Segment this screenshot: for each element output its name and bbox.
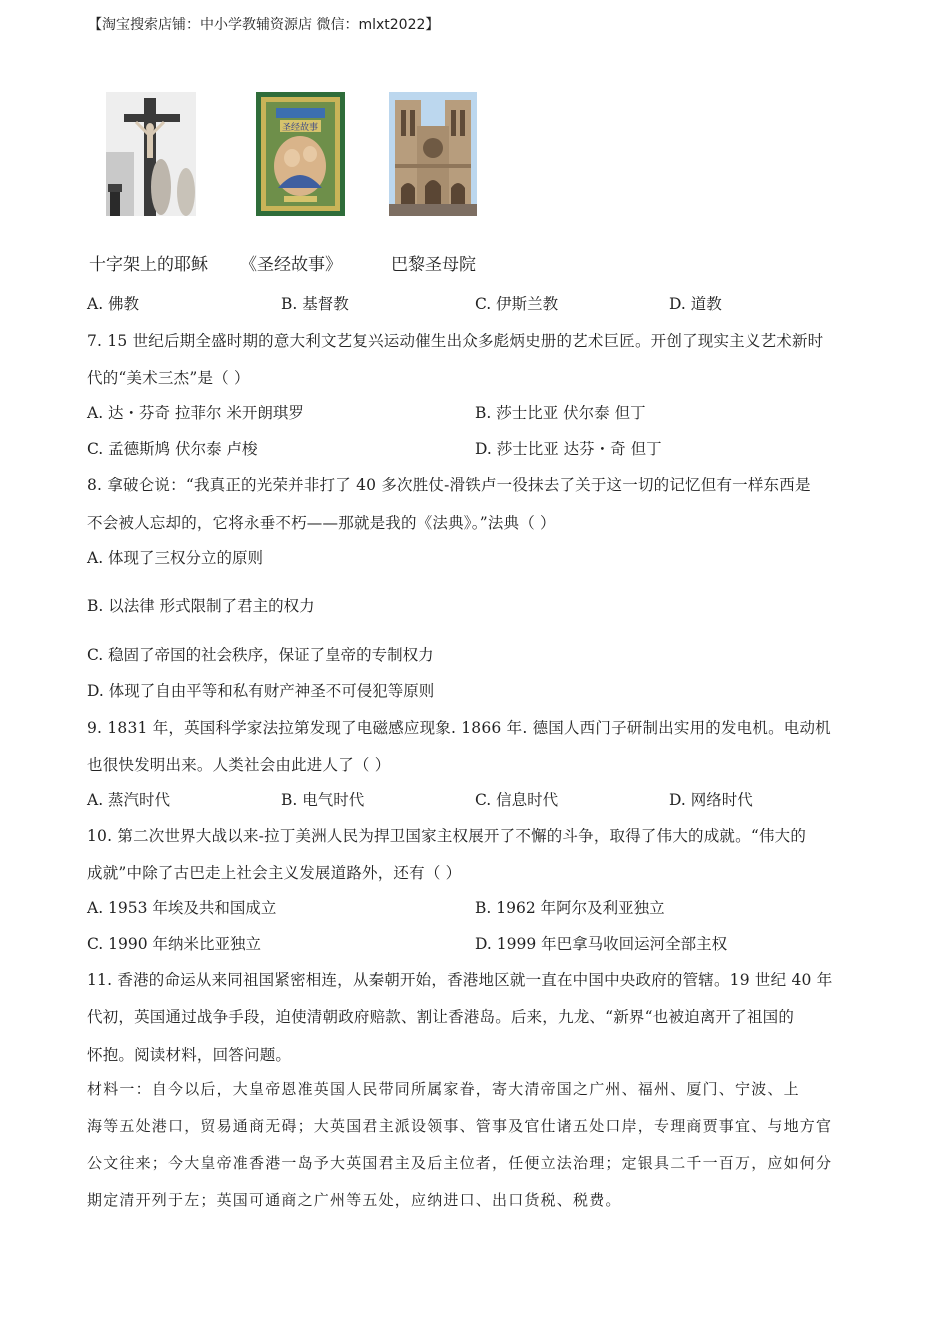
q8-option-d: D. 体现了自由平等和私有财产神圣不可侵犯等原则 xyxy=(87,682,435,700)
q6-option-b: B. 基督教 xyxy=(281,295,349,313)
notre-dame-image xyxy=(389,92,477,216)
q7-option-a: A. 达・芬奇 拉菲尔 米开朗琪罗 xyxy=(87,404,304,422)
q6-option-d: D. 道教 xyxy=(669,295,722,313)
q9-option-b: B. 电气时代 xyxy=(281,791,365,809)
caption-crucifix: 十字架上的耶稣 xyxy=(89,255,208,275)
q11-stem-line-3: 怀抱。阅读材料，回答问题。 xyxy=(87,1046,292,1064)
bible-stories-book-image xyxy=(256,92,345,216)
q8-stem-line-2: 不会被人忘却的，它将永垂不朽——那就是我的《法典》。”法典（ ） xyxy=(87,514,556,532)
q7-stem-line-1: 7. 15 世纪后期全盛时期的意大利文艺复兴运动催生出众多彪炳史册的艺术巨匠。开创了现实主义艺术新时 xyxy=(87,332,824,350)
q7-option-b: B. 莎士比亚 伏尔泰 但丁 xyxy=(475,404,646,422)
q11-material-line-1: 材料一：自今以后，大皇帝恩准英国人民带同所属家眷，寄大清帝国之广州、福州、厦门、宁波、上 xyxy=(87,1080,800,1098)
q8-option-a: A. 体现了三权分立的原则 xyxy=(87,549,264,567)
book-title-text: 圣经故事 xyxy=(282,123,319,133)
page-header: 【淘宝搜索店铺：中小学教辅资源店 微信：mlxt2022】 xyxy=(88,17,440,33)
q11-material-line-4: 期定清开列于左；英国可通商之广州等五处，应纳进口、出口货税、税费。 xyxy=(87,1191,622,1209)
q9-option-a: A. 蒸汽时代 xyxy=(87,791,171,809)
q9-stem-line-1: 9. 1831 年，英国科学家法拉第发现了电磁感应现象. 1866 年. 德国人西门子研制出实用的发电机。电动机 xyxy=(87,719,831,737)
q10-stem-line-1: 10. 第二次世界大战以来-拉丁美洲人民为捍卫国家主权展开了不懈的斗争，取得了伟大的成就。“伟大的 xyxy=(87,827,807,845)
caption-bible-stories: 《圣经故事》 xyxy=(240,255,342,275)
q7-stem-line-2: 代的“美术三杰”是（ ） xyxy=(87,369,250,387)
q9-stem-line-2: 也很快发明出来。人类社会由此进人了（ ） xyxy=(87,756,391,774)
q11-stem-line-2: 代初，英国通过战争手段，迫使清朝政府赔款、割让香港岛。后来，九龙、“新界“也被迫离开了祖国的 xyxy=(87,1008,795,1026)
crucifix-image xyxy=(106,92,196,216)
q8-option-c: C. 稳固了帝国的社会秩序，保证了皇帝的专制权力 xyxy=(87,646,434,664)
q11-material-line-3: 公文往来；今大皇帝准香港一岛予大英国君主及后主位者，任便立法治理；定银具二千一百万，应如何分 xyxy=(87,1154,833,1172)
q11-stem-line-1: 11. 香港的命运从来同祖国紧密相连，从秦朝开始，香港地区就一直在中国中央政府的管辖。19 世纪 40 年 xyxy=(87,971,833,989)
q9-option-d: D. 网络时代 xyxy=(669,791,753,809)
q10-option-c: C. 1990 年纳米比亚独立 xyxy=(87,935,262,953)
q8-stem-line-1: 8. 拿破仑说：“我真正的光荣并非打了 40 多次胜仗-滑铁卢一役抹去了关于这一切的记忆但有一样东西是 xyxy=(87,476,811,494)
caption-notre-dame: 巴黎圣母院 xyxy=(391,255,476,275)
q10-option-b: B. 1962 年阿尔及利亚独立 xyxy=(475,899,665,917)
q8-option-b: B. 以法律 形式限制了君主的权力 xyxy=(87,597,315,615)
q10-stem-line-2: 成就”中除了古巴走上社会主义发展道路外，还有（ ） xyxy=(87,864,462,882)
q7-option-c: C. 孟德斯鸠 伏尔泰 卢梭 xyxy=(87,440,258,458)
q11-material-line-2: 海等五处港口，贸易通商无碍；大英国君主派设领事、管事及官仕诸五处口岸，专理商贾事宜、与地方官 xyxy=(87,1117,833,1135)
q7-option-d: D. 莎士比亚 达芬・奇 但丁 xyxy=(475,440,662,458)
q10-option-a: A. 1953 年埃及共和国成立 xyxy=(87,899,277,917)
q6-option-a: A. 佛教 xyxy=(87,295,140,313)
q6-option-c: C. 伊斯兰教 xyxy=(475,295,559,313)
q10-option-d: D. 1999 年巴拿马收回运河全部主权 xyxy=(475,935,728,953)
q9-option-c: C. 信息时代 xyxy=(475,791,559,809)
